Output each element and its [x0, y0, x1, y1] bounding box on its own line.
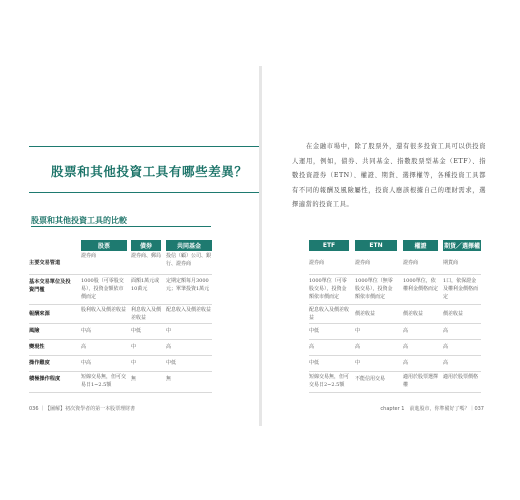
table-cell: 1000單位（無零股交易），投資金額依市價而定	[355, 278, 393, 300]
table-cell: 價差收益	[355, 311, 376, 317]
page-footer: chapter 1 前進股市，你準備好了嗎？｜037	[380, 406, 484, 412]
table-cell: 定期定額每月3000元；單筆投資1萬元	[166, 278, 210, 292]
right-page	[262, 66, 492, 426]
column-header-etn: ETN	[355, 240, 397, 251]
table-cell: 中	[131, 344, 137, 350]
table-cell: 證券商	[403, 260, 419, 266]
table-cell: 證券商、郵局	[131, 253, 162, 259]
table-cell: 無	[166, 376, 172, 382]
row-divider	[29, 323, 212, 324]
page-title: 股票和其他投資工具有哪些差異？	[51, 164, 248, 179]
row-divider	[309, 339, 481, 340]
row-divider	[309, 304, 481, 305]
table-cell: 高	[443, 360, 449, 366]
table-cell: 配息收入及價差收益	[166, 307, 212, 313]
row-label-active: 積極操作程度	[29, 376, 61, 382]
table-cell: 短線交易無，但可交易日2~2.5額	[309, 374, 350, 388]
table-cell: 高	[443, 328, 449, 334]
table-cell: 高	[81, 344, 87, 350]
table-cell: 中高	[81, 360, 92, 366]
table-cell: 1000單位，依權利金價格而定	[403, 278, 439, 292]
table-cell: 適用於股票價格	[443, 374, 479, 380]
column-header-fund: 共同基金	[166, 240, 212, 251]
table-cell: 1000股（可零股交易），投資金額依市價而定	[81, 278, 124, 300]
table-cell: 高	[309, 344, 315, 350]
table-cell: 高	[403, 328, 409, 334]
row-divider	[29, 274, 212, 275]
title-rule-top	[29, 146, 259, 147]
column-header-stock: 股票	[81, 240, 127, 251]
table-cell: 利息收入及價差收益	[131, 307, 162, 321]
table-cell: 高	[355, 344, 361, 350]
table-cell: 期貨商	[443, 260, 459, 266]
table-cell: 證券商	[309, 260, 325, 266]
table-cell: 價差收益	[403, 311, 424, 317]
title-rule-bottom	[29, 192, 259, 193]
table-subtitle: 股票和其他投資工具的比較	[31, 216, 127, 225]
page-footer: 036 ｜【圖解】初次資學者的第一本股票理財書	[29, 406, 136, 412]
table-cell: 中低	[309, 360, 320, 366]
table-cell: 證券商	[81, 253, 97, 259]
table-cell: 中	[355, 360, 361, 366]
table-cell: 中高	[81, 328, 92, 334]
table-cell: 無	[131, 376, 137, 382]
table-cell: 中低	[309, 328, 320, 334]
table-cell: 價差收益	[443, 311, 464, 317]
table-cell: 中	[131, 360, 137, 366]
table-cell: 高	[443, 344, 449, 350]
table-cell: 配息收入及價差收益	[309, 307, 350, 321]
column-header-warrant: 權證	[403, 240, 438, 251]
table-cell: 投信（顧）公司、銀行、證券商	[166, 253, 212, 267]
row-divider	[309, 274, 481, 275]
table-cell: 不能信用交易	[355, 376, 386, 382]
row-label-channel: 主要交易管道	[29, 260, 61, 266]
table-cell: 中低	[166, 360, 177, 366]
row-label-risk: 風險	[29, 328, 40, 334]
table-cell: 中	[166, 328, 172, 334]
left-page	[29, 66, 259, 426]
row-divider	[309, 371, 481, 372]
table-cell: 高	[166, 344, 172, 350]
table-cell: 中低	[131, 328, 142, 334]
row-label-unit: 基本交易單位及投資門檻	[29, 279, 71, 293]
table-cell: 高	[403, 360, 409, 366]
column-header-bond: 債券	[131, 240, 161, 251]
row-label-liquidity: 變現性	[29, 344, 45, 350]
row-divider	[309, 355, 481, 356]
row-divider	[29, 392, 212, 393]
table-cell: 中	[355, 328, 361, 334]
column-header-futures: 期貨／選擇權	[443, 240, 481, 251]
row-divider	[29, 355, 212, 356]
table-cell: 證券商	[355, 260, 371, 266]
intro-paragraph: 在金融市場中，除了股票外，還有很多投資工具可以供投資人運用，例如，債券、共同基金、指數股票型基金（ETF）、指數投資證券（ETN）、權證、期貨、選擇權等，各種投資工具都有不同的報酬及風險屬性，投資人應該根據自己的理財需求，選擇適當的投資工具。	[292, 143, 486, 208]
subtitle-rule	[31, 226, 211, 227]
table-cell: 短線交易無，但可交易日1~2.5額	[81, 374, 127, 388]
row-divider	[309, 323, 481, 324]
table-cell: 1000單位（可零股交易），投資金額依市價而定	[309, 278, 347, 300]
row-label-return: 報酬來源	[29, 311, 50, 317]
row-divider	[29, 339, 212, 340]
table-cell: 股利收入及價差收益	[81, 307, 127, 313]
table-cell: 高	[403, 344, 409, 350]
row-divider	[309, 392, 481, 393]
row-divider	[29, 371, 212, 372]
row-divider	[29, 304, 212, 305]
table-cell: 面額1萬元或10萬元	[131, 278, 160, 292]
table-cell: 1口，依保證金及權利金價格而定	[443, 278, 479, 300]
table-cell: 適用於股票選擇權	[403, 374, 439, 388]
row-label-difficulty: 操作難度	[29, 360, 50, 366]
column-header-etf: ETF	[309, 240, 349, 251]
